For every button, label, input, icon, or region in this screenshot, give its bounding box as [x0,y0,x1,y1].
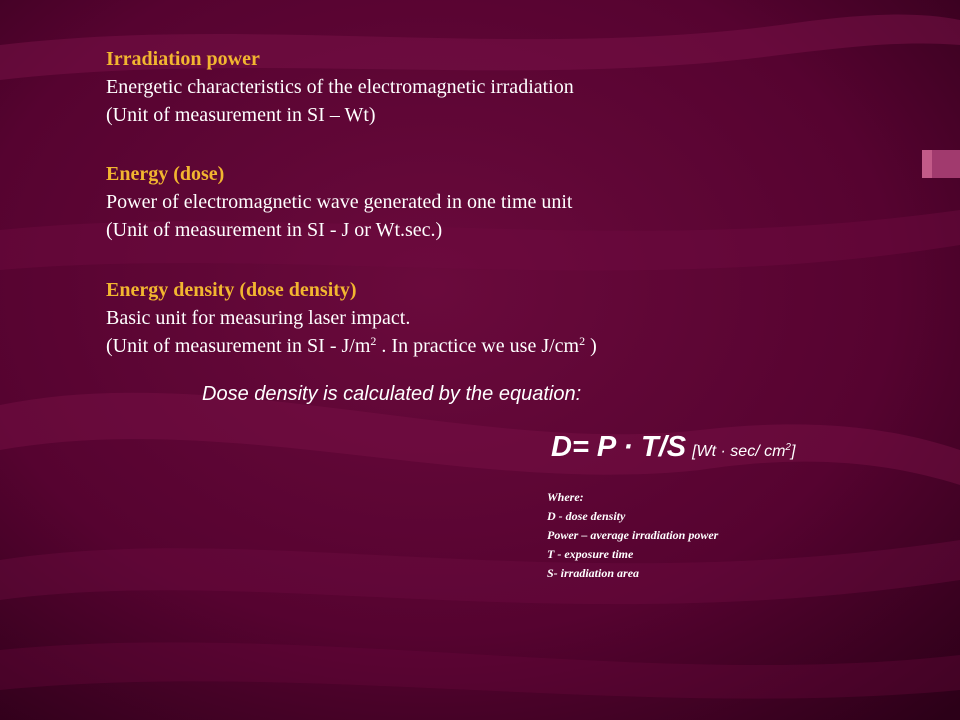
section-irradiation-power [106,45,574,129]
formula-unit [692,443,795,460]
section-description: Basic unit for measuring laser impact. [106,307,411,329]
section-heading: Irradiation power [106,48,260,70]
section-energy-density [106,276,597,360]
section-description: Power of electromagnetic wave generated in one time unit [106,191,573,213]
superscript: 2 [370,334,377,348]
unit-text: ] [790,443,796,460]
superscript: 2 [785,442,791,453]
legend-item: S- irradiation area [547,566,640,580]
section-description: Energetic characteristics of the electromagnetic irradiation [106,76,574,98]
variable-legend [547,488,718,583]
section-heading: Energy density (dose density) [106,279,357,301]
equation-intro: Dose density is calculated by the equation: [202,383,582,405]
section-energy-dose [106,160,572,244]
section-unit: (Unit of measurement in SI – Wt) [106,104,376,126]
accent-block-shade [922,150,932,178]
legend-item: T - exposure time [547,547,634,561]
unit-text: . In practice we use J/cm [376,335,580,357]
section-unit [106,332,597,360]
legend-item: Power – average irradiation power [547,528,719,542]
unit-text: (Unit of measurement in SI - J/m [106,335,371,357]
legend-item: D - dose density [547,509,626,523]
unit-text: [Wt · sec/ cm [692,443,786,460]
legend-title: Where: [547,490,584,504]
superscript: 2 [579,334,586,348]
formula-text: D= P · T/S [551,431,687,463]
section-heading: Energy (dose) [106,163,225,185]
equation-formula [551,431,795,464]
unit-text: ) [585,335,597,357]
section-unit: (Unit of measurement in SI - J or Wt.sec.) [106,219,443,241]
